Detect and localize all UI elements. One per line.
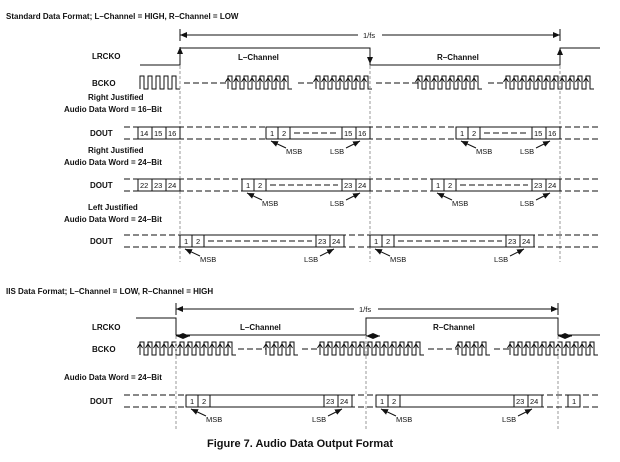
mode3-lsb-arrow [320, 249, 334, 256]
mode1-l-first-bit-2: 2 [282, 129, 287, 138]
iis-r-last-bit-1: 23 [516, 397, 525, 406]
mode2-r-lsb-arrow [536, 193, 550, 200]
mode3-r-lsb-label: LSB [494, 255, 509, 264]
mode2-r-msb-label: MSB [452, 199, 469, 208]
mode1-r-lsb-arrow [536, 141, 550, 148]
mode1-title: Right Justified [88, 93, 144, 102]
iis-bcko-waveform [138, 342, 599, 355]
iis-msb-arrow [191, 409, 206, 416]
bck-pulse-train [320, 342, 424, 355]
mode1-r-first-bit-1: 1 [460, 129, 465, 138]
mode3-r-msb-label: MSB [390, 255, 407, 264]
iis-l-last-bit-1: 23 [326, 397, 335, 406]
mode1-lsb-label: LSB [330, 147, 345, 156]
mode1-l-last-bit-1: 15 [344, 129, 353, 138]
bck-pulse-train [266, 342, 298, 355]
iis-right-channel-label: R–Channel [433, 323, 475, 332]
mode1-r-msb-arrow [461, 141, 476, 148]
bck-pulse-train [316, 76, 372, 89]
iis-lrcko-waveform [136, 318, 600, 335]
left-channel-label: L–Channel [238, 53, 279, 62]
mode2-lsb-arrow [346, 193, 360, 200]
iis-r-lsb-arrow [518, 409, 532, 416]
mode3-r-msb-arrow [375, 249, 390, 256]
mode2-dout-label: DOUT [90, 181, 113, 190]
mode3-lsb-label: LSB [304, 255, 319, 264]
mode3-r-first-bit-1: 1 [374, 237, 379, 246]
iis-bcko-label: BCKO [92, 345, 116, 354]
mode2-pre-bit-1: 22 [140, 181, 149, 190]
mode3-r-last-bit-1: 23 [508, 237, 517, 246]
mode2-msb-label: MSB [262, 199, 279, 208]
bcko-waveform [140, 76, 594, 89]
iis-format-title: IIS Data Format; L–Channel = LOW, R–Channel = HIGH [6, 287, 214, 296]
iis-r-first-bit-2: 2 [392, 397, 397, 406]
mode3-l-last-bit-2: 24 [332, 237, 341, 246]
mode1-r-last-bit-1: 15 [534, 129, 543, 138]
mode1-pre-bit-3: 16 [168, 129, 177, 138]
iis-r-msb-label: MSB [396, 415, 413, 424]
mode1-msb-label: MSB [286, 147, 303, 156]
mode2-r-msb-arrow [437, 193, 452, 200]
mode2-r-last-bit-2: 24 [548, 181, 557, 190]
mode1-msb-arrow [271, 141, 286, 148]
bcko-label: BCKO [92, 79, 116, 88]
mode1-lsb-arrow [346, 141, 360, 148]
lrcko-label: LRCKO [92, 52, 121, 61]
mode1-l-last-bit-2: 16 [358, 129, 367, 138]
bck-pulse-train [228, 76, 292, 89]
iis-l-last-bit-2: 24 [340, 397, 349, 406]
iis-next-bit-1: 1 [572, 397, 577, 406]
mode3-l-first-bit-1: 1 [184, 237, 189, 246]
mode1-r-last-bit-2: 16 [548, 129, 557, 138]
figure-caption: Figure 7. Audio Data Output Format [207, 438, 393, 450]
iis-l-first-bit-2: 2 [202, 397, 207, 406]
iis-lsb-label: LSB [312, 415, 327, 424]
mode2-pre-bit-3: 24 [168, 181, 177, 190]
iis-r-last-bit-2: 24 [530, 397, 539, 406]
bck-pulse-train [510, 342, 598, 355]
mode1-subtitle: Audio Data Word = 16–Bit [64, 105, 162, 114]
bck-pulse-train [506, 76, 594, 89]
mode2-r-lsb-label: LSB [520, 199, 535, 208]
iis-dout-track [124, 395, 600, 407]
mode2-msb-arrow [247, 193, 262, 200]
mode3-subtitle: Audio Data Word = 24–Bit [64, 215, 162, 224]
iis-mode-subtitle: Audio Data Word = 24–Bit [64, 373, 162, 382]
mode3-msb-label: MSB [200, 255, 217, 264]
standard-format-title: Standard Data Format; L–Channel = HIGH, R–Channel = LOW [6, 12, 239, 21]
right-channel-label: R–Channel [437, 53, 479, 62]
mode1-l-first-bit-1: 1 [270, 129, 275, 138]
iis-lrcko-label: LRCKO [92, 323, 121, 332]
iis-r-lsb-label: LSB [502, 415, 517, 424]
bck-pulse-train [140, 342, 236, 355]
mode3-l-first-bit-2: 2 [196, 237, 201, 246]
mode2-pre-bit-2: 23 [154, 181, 163, 190]
iis-period-label: 1/fs [359, 305, 372, 314]
bck-pulse-train [418, 76, 482, 89]
mode2-l-last-bit-2: 24 [358, 181, 367, 190]
mode2-l-last-bit-1: 23 [344, 181, 353, 190]
mode1-dout-label: DOUT [90, 129, 113, 138]
iis-msb-label: MSB [206, 415, 223, 424]
mode1-pre-bit-1: 14 [140, 129, 149, 138]
mode2-l-first-bit-2: 2 [258, 181, 263, 190]
mode1-pre-bit-2: 15 [154, 129, 163, 138]
mode2-r-first-bit-1: 1 [436, 181, 441, 190]
iis-r-first-bit-1: 1 [380, 397, 385, 406]
mode3-title: Left Justified [88, 203, 138, 212]
iis-r-msb-arrow [381, 409, 396, 416]
mode1-r-first-bit-2: 2 [472, 129, 477, 138]
mode3-r-last-bit-2: 24 [522, 237, 531, 246]
mode3-msb-arrow [185, 249, 200, 256]
mode2-l-first-bit-1: 1 [246, 181, 251, 190]
mode2-title: Right Justified [88, 146, 144, 155]
mode2-r-last-bit-1: 23 [534, 181, 543, 190]
mode1-r-lsb-label: LSB [520, 147, 535, 156]
mode3-r-lsb-arrow [510, 249, 524, 256]
bck-pulse-train [458, 342, 490, 355]
mode2-r-first-bit-2: 2 [448, 181, 453, 190]
iis-l-first-bit-1: 1 [190, 397, 195, 406]
iis-left-channel-label: L–Channel [240, 323, 281, 332]
mode3-dout-label: DOUT [90, 237, 113, 246]
iis-dout-label: DOUT [90, 397, 113, 406]
iis-lsb-arrow [328, 409, 342, 416]
mode3-l-last-bit-1: 23 [318, 237, 327, 246]
mode2-lsb-label: LSB [330, 199, 345, 208]
mode2-subtitle: Audio Data Word = 24–Bit [64, 158, 162, 167]
mode1-r-msb-label: MSB [476, 147, 493, 156]
mode3-r-first-bit-2: 2 [386, 237, 391, 246]
period-label: 1/fs [363, 31, 376, 40]
bck-pulse-train [140, 76, 180, 89]
